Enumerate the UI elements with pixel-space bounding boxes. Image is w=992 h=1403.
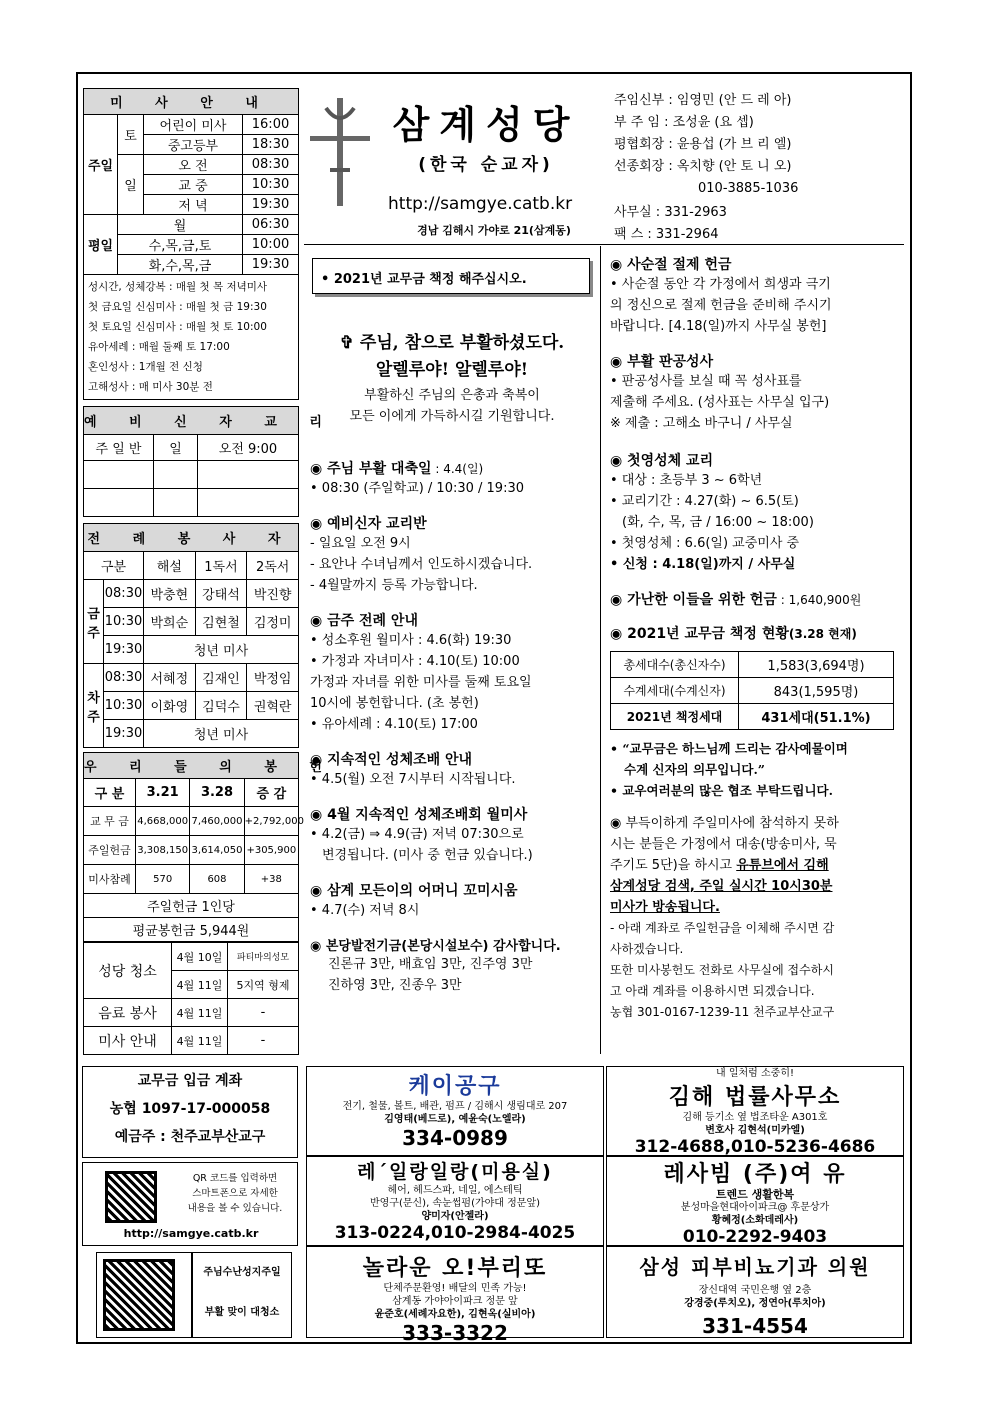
- mass-name: 화,수,목,금: [118, 255, 243, 275]
- ad-line: 강경중(루치오), 정연아(루치아): [684, 1298, 826, 1309]
- liturgy-cell: 이화영: [144, 692, 196, 720]
- youth-mass: 청년 미사: [144, 720, 299, 748]
- section-title: ◉ 삼계 모든이의 어머니 꼬미시움: [310, 883, 518, 899]
- liturgy-time: 19:30: [104, 720, 144, 748]
- ad-line: 단체주문환영! 배달의 민족 가능!: [383, 1283, 527, 1294]
- liturgy-cell: 박충현: [144, 580, 196, 608]
- ad-phone: 312-4688,010-5236-4686: [634, 1137, 876, 1157]
- offering-title: 우 리 들 의 봉 헌: [84, 753, 299, 779]
- liturgy-cell: 김정미: [247, 608, 299, 636]
- liturgy-title: 전 례 봉 사 자: [84, 524, 299, 552]
- offering-name: 미사참례: [84, 865, 136, 894]
- mass-note: 성시간, 성체강복 : 매월 첫 목 저녁미사: [88, 281, 268, 293]
- liturgy-cell: 김덕수: [195, 692, 247, 720]
- ad-phone: 010-2292-9403: [682, 1227, 828, 1247]
- ad-title: 놀라운 오!부리또: [362, 1256, 548, 1281]
- easter-line: 부활하신 주님의 은총과 축복이: [364, 388, 540, 403]
- mass-name: 오 전: [144, 155, 243, 175]
- section-title: ◉ 첫영성체 교리: [610, 453, 714, 469]
- liturgy-time: 10:30: [104, 608, 144, 636]
- liturgy-cell: 서혜정: [144, 664, 196, 692]
- offering-header: 구 분: [84, 779, 136, 807]
- mass-time: 18:30: [243, 135, 299, 155]
- mass-time: 08:30: [243, 155, 299, 175]
- mass-time: 19:30: [243, 255, 299, 275]
- notice-line: ◉ 부득이하게 주일미사에 참석하지 못하: [610, 816, 839, 831]
- easter-greeting: [310, 328, 594, 424]
- easter-line: 모든 이에게 가득하시길 기원합니다.: [349, 409, 555, 424]
- notice-line: 미사가 방송됩니다.: [610, 900, 720, 915]
- cross-sword-icon: [306, 98, 374, 208]
- ad-title: 레사빔 (주)여 유: [663, 1162, 847, 1187]
- liturgy-time: 08:30: [104, 580, 144, 608]
- duty-table: [83, 942, 299, 1055]
- ad-hanbok: [606, 1156, 904, 1246]
- qr-line: 내용을 볼 수 있습니다.: [187, 1203, 283, 1214]
- ad-line: 김해 등기소 옆 법조타운 A301호: [682, 1112, 828, 1123]
- duty-who: -: [228, 1027, 299, 1055]
- mass-time: 06:30: [243, 215, 299, 235]
- staff-line: 선종회장 : 옥치향 (안 토 니 오): [614, 159, 792, 174]
- bank-title: 교무금 입금 계좌: [137, 1073, 243, 1089]
- section-heading: ◉ 주님 부활 대축일: [310, 461, 432, 477]
- mass-note: 혼인성사 : 1개월 전 신청: [88, 361, 203, 373]
- duty-who: 5지역 형제: [228, 971, 299, 999]
- ad-title: 레´일랑일랑(미용실): [357, 1161, 553, 1183]
- notice-line: 또한 미사봉헌도 전화로 사무실에 접수하시: [610, 963, 834, 977]
- section-line: • 첫영성체 : 6.6(일) 교중미사 중: [610, 536, 800, 551]
- qr2-line: 주님수난성지주일: [203, 1267, 281, 1278]
- header: [306, 88, 602, 240]
- section-line: - 일요일 오전 9시: [310, 536, 411, 551]
- mass-schedule-table: [83, 88, 299, 275]
- liturgy-cell: 박희순: [144, 608, 196, 636]
- section-line: • 08:30 (주일학교) / 10:30 / 19:30: [310, 481, 524, 496]
- bank-account: 농협 1097-17-000058: [109, 1101, 271, 1117]
- church-url[interactable]: http://samgye.catb.kr: [388, 194, 573, 214]
- mass-name: 교 중: [144, 175, 243, 195]
- liturgy-header: 구분: [84, 552, 144, 580]
- mass-notes: [83, 275, 299, 400]
- notice-line: 고 아래 계좌를 이용하시면 되겠습니다.: [610, 984, 815, 998]
- duty-who: -: [228, 999, 299, 1027]
- ad-line: 윤준호(세례자요한), 김현옥(실비아): [374, 1309, 536, 1320]
- duty-date: 4월 10일: [172, 943, 228, 971]
- ad-law-office: [606, 1066, 904, 1156]
- offering-value: +38: [244, 865, 298, 894]
- tithe-value: 843(1,595명): [739, 678, 894, 704]
- duty-date: 4월 11일: [172, 1027, 228, 1055]
- ad-line: 변호사 김현석(미카엘): [705, 1125, 805, 1136]
- ad-title: 삼성 피부비뇨기과 의원: [639, 1255, 871, 1279]
- guide-label: 미사 안내: [84, 1027, 172, 1055]
- section-heading: ◉ 2021년 교무금 책정 현황: [610, 626, 789, 642]
- ad-line: 김영태(베드로), 예윤숙(노엘라): [384, 1114, 526, 1125]
- middle-sections: [310, 448, 598, 996]
- youtube-notice: [610, 813, 902, 1023]
- poor-offering-value: : 1,640,900원: [776, 593, 862, 607]
- section-line: • 판공성사를 보실 때 꼭 성사표를: [610, 374, 802, 389]
- sunday-label: 주일: [84, 115, 118, 215]
- mass-time: 10:00: [243, 235, 299, 255]
- mass-time: 10:30: [243, 175, 299, 195]
- duty-date: 4월 11일: [172, 971, 228, 999]
- catechumen-title: 예 비 신 자 교 리: [84, 407, 299, 435]
- section-line: • 4.2(금) ⇒ 4.9(금) 저녁 07:30으로: [310, 827, 524, 842]
- notice-line: 시는 분들은 가정에서 대송(방송미사, 묵: [610, 837, 837, 852]
- section-date: : 4.4(일): [431, 462, 484, 476]
- qr-caption: [179, 1171, 291, 1216]
- mass-time: 19:30: [243, 195, 299, 215]
- staff-line: 부 주 임 : 조성윤 (요 셉): [614, 115, 754, 130]
- tithe-value: 1,583(3,694명): [739, 652, 894, 678]
- mass-time: 16:00: [243, 115, 299, 135]
- fax-number: 팩 스 : 331-2964: [614, 227, 719, 242]
- offering-value: 4,668,000: [136, 807, 190, 836]
- tithe-table: [610, 651, 894, 730]
- liturgy-cell: 박정임: [247, 664, 299, 692]
- section-line: • 대상 : 초등부 3 ~ 6학년: [610, 473, 763, 488]
- notice-line: 삼계성당 검색, 주일 실시간 10시30분: [610, 879, 833, 894]
- section-line: 가정과 자녀를 위한 미사를 둘째 토요일: [310, 675, 532, 690]
- quote-line: 수계 신자의 의무입니다.”: [624, 762, 765, 777]
- church-subtitle: (한국 순교자): [418, 155, 554, 175]
- qr-line: 스마트폰으로 자세한: [192, 1188, 278, 1199]
- offering-value: +2,792,000: [244, 807, 298, 836]
- youth-mass: 청년 미사: [144, 636, 299, 664]
- section-line: • 교리기간 : 4.27(화) ~ 6.5(토): [610, 494, 799, 509]
- ad-burrito: [306, 1246, 604, 1345]
- section-line: • 4.7(수) 저녁 8시: [310, 903, 420, 918]
- ad-kei-tools: [306, 1066, 604, 1156]
- bank-holder: 예금주 : 천주교부산교구: [114, 1129, 266, 1145]
- section-line: • 유아세례 : 4.10(토) 17:00: [310, 717, 478, 732]
- tithe-quote: [610, 738, 902, 801]
- section-line: - 4월말까지 등록 가능합니다.: [310, 578, 478, 593]
- church-title: 삼계성당: [392, 103, 580, 147]
- catechumen-time: 오전 9:00: [198, 435, 299, 461]
- offering-value: 570: [136, 865, 190, 894]
- staff-line: 평협회장 : 윤용섭 (가 브 리 엘): [614, 137, 792, 152]
- catechumen-table: [83, 406, 336, 517]
- ad-clinic: [606, 1246, 904, 1338]
- section-line: 진하영 3만, 진종우 3만: [328, 978, 462, 993]
- quote-line: • 교우여러분의 많은 협조 부탁드립니다.: [610, 783, 833, 798]
- mass-name: 저 녁: [144, 195, 243, 215]
- church-address: 경남 김해시 가야로 21(삼계동): [417, 224, 571, 237]
- section-title: [310, 458, 598, 478]
- section-line: • 성소후원 월미사 : 4.6(화) 19:30: [310, 633, 512, 648]
- catechumen-class: 주 일 반: [84, 435, 154, 461]
- section-line: 변경됩니다. (미사 중 헌금 있습니다.): [322, 848, 533, 863]
- qr2-line: 부활 맞이 대청소: [204, 1307, 280, 1318]
- tithe-key: 총세대수(총신자수): [611, 652, 739, 678]
- ad-title: 김해 법률사무소: [668, 1085, 842, 1110]
- ad-phone: 313-0224,010-2984-4025: [334, 1223, 576, 1243]
- section-title: ◉ 부활 판공성사: [610, 354, 714, 370]
- liturgy-table: [83, 523, 299, 748]
- notice-line: 주기도 5단)을 하시고: [610, 858, 737, 873]
- qr-code-icon[interactable]: [103, 1259, 175, 1331]
- easter-line: ✞ 주님, 참으로 부활하셨도다.: [339, 333, 565, 353]
- qr2-box: [96, 1252, 192, 1338]
- section-line: 제출해 주세요. (성사표는 사무실 입구): [610, 395, 830, 410]
- section-line: 바랍니다. [4.18(일)까지 사무실 봉헌]: [610, 319, 827, 334]
- this-week-label: 금주: [84, 580, 104, 664]
- section-line: 진론규 3만, 배효임 3만, 진주영 3만: [328, 957, 533, 972]
- offering-value: 7,460,000: [190, 807, 244, 836]
- mass-note: 유아세례 : 매월 둘째 토 17:00: [88, 341, 230, 353]
- tithe-key: 2021년 책정세대: [611, 704, 739, 730]
- next-week-label: 차주: [84, 664, 104, 748]
- ad-line: 반영구(문신), 속눈썹펌(가야대 정문앞): [369, 1198, 541, 1209]
- liturgy-header: 1독서: [195, 552, 247, 580]
- ad-phone: 333-3322: [402, 1321, 508, 1345]
- ad-line: 분성마을현대아이파크@ 후문상가: [680, 1202, 830, 1213]
- bank-account-line: 농협 301-0167-1239-11 천주교부산교구: [610, 1005, 835, 1019]
- bank-box: [82, 1066, 298, 1158]
- ad-line: 헤어, 헤드스파, 네일, 에스테틱: [387, 1185, 523, 1196]
- staff-info: [614, 90, 904, 246]
- cleaning-label: 성당 청소: [84, 943, 172, 999]
- liturgy-cell: 권혁란: [247, 692, 299, 720]
- liturgy-time: 08:30: [104, 664, 144, 692]
- offering-name: 교 무 금: [84, 807, 136, 836]
- staff-phone: 010-3885-1036: [698, 181, 799, 196]
- section-line: - 요안나 수녀님께서 인도하시겠습니다.: [310, 557, 533, 572]
- offering-value: 3,614,050: [190, 836, 244, 865]
- mass-name: 수,목,금,토: [118, 235, 243, 255]
- offering-header: 증 감: [244, 779, 298, 807]
- ad-line: 삼계동 가야아이파크 정문 앞: [392, 1296, 518, 1307]
- section-title: ◉ 본당발전기금(본당시설보수) 감사합니다.: [310, 939, 561, 954]
- ad-hair-salon: [306, 1156, 604, 1246]
- qr2-caption: [192, 1252, 292, 1338]
- section-line: • 신청 : 4.18(일)까지 / 사무실: [610, 557, 796, 572]
- section-line: • 사순절 동안 각 가정에서 희생과 극기: [610, 277, 831, 292]
- mass-name: 어린이 미사: [144, 115, 243, 135]
- quote-line: • “교무금은 하느님께 드리는 감사예물이며: [610, 741, 848, 756]
- section-line: (화, 수, 목, 금 / 16:00 ~ 18:00): [622, 515, 814, 530]
- liturgy-header: 2독서: [247, 552, 299, 580]
- liturgy-header: 해설: [144, 552, 196, 580]
- mass-note: 첫 금요일 신심미사 : 매월 첫 금 19:30: [88, 301, 267, 313]
- offering-value: 3,308,150: [136, 836, 190, 865]
- mass-name: 월: [118, 215, 243, 235]
- sat-label: 토: [118, 115, 144, 155]
- ad-line: 양미자(안젤라): [421, 1211, 489, 1222]
- mass-title: 미 사 안 내: [84, 89, 299, 115]
- liturgy-cell: 박진향: [247, 580, 299, 608]
- ad-line: 전기, 철물, 볼트, 배관, 펌프 / 김해시 생림대로 207: [342, 1101, 568, 1112]
- duty-date: 4월 11일: [172, 999, 228, 1027]
- ad-phone: 334-0989: [402, 1126, 508, 1150]
- liturgy-cell: 김현철: [195, 608, 247, 636]
- ad-line: 장신대역 국민은행 옆 2층: [698, 1285, 812, 1296]
- ad-title: 케이공구: [408, 1074, 502, 1099]
- section-title: ◉ 지속적인 성체조배 안내: [310, 752, 473, 768]
- offering-avg-value: 평균봉헌금 5,944원: [84, 918, 299, 942]
- section-line: • 가정과 자녀미사 : 4.10(토) 10:00: [310, 654, 520, 669]
- tithe-value: 431세대(51.1%): [739, 704, 894, 730]
- liturgy-time: 19:30: [104, 636, 144, 664]
- staff-line: 주임신부 : 임영민 (안 드 레 아): [614, 93, 792, 108]
- section-line: • 4.5(월) 오전 7시부터 시작됩니다.: [310, 772, 516, 787]
- offering-value: 608: [190, 865, 244, 894]
- section-heading: ◉ 가난한 이들을 위한 헌금: [610, 592, 777, 608]
- left-column: [83, 88, 336, 1055]
- mass-name: 중고등부: [144, 135, 243, 155]
- offering-value: +305,900: [244, 836, 298, 865]
- section-date: (3.28 현재): [788, 627, 857, 641]
- mass-note: 첫 토요일 신심미사 : 매월 첫 토 10:00: [88, 321, 267, 333]
- offering-header: 3.21: [136, 779, 190, 807]
- offering-header: 3.28: [190, 779, 244, 807]
- section-title: ◉ 사순절 절제 헌금: [610, 257, 732, 273]
- liturgy-cell: 강태석: [195, 580, 247, 608]
- ad-phone: 331-4554: [702, 1314, 808, 1338]
- qr-line: QR 코드를 입력하면: [192, 1173, 278, 1184]
- offering-avg-label: 주일헌금 1인당: [84, 894, 299, 918]
- tithe-key: 수계세대(수계신자): [611, 678, 739, 704]
- easter-line: 알렐루야! 알렐루야!: [375, 360, 529, 380]
- ad-line: 트렌드 생활한복: [715, 1188, 795, 1201]
- offering-table: [83, 752, 336, 942]
- mass-note: 고해성사 : 매 미사 30분 전: [88, 381, 213, 393]
- sun-day-label: 일: [118, 155, 144, 215]
- weekday-label: 평일: [84, 215, 118, 275]
- notice-line: - 아래 계좌로 주일헌금을 이체해 주시면 감: [610, 921, 835, 935]
- right-sections: [610, 244, 902, 1023]
- qr-code-icon[interactable]: [105, 1171, 157, 1223]
- offering-name: 주일헌금: [84, 836, 136, 865]
- ad-line: 내 일처럼 소중히!: [716, 1068, 794, 1079]
- section-title: ◉ 4월 지속적인 성체조배회 월미사: [310, 807, 528, 823]
- qr-url[interactable]: http://samgye.catb.kr: [123, 1227, 259, 1240]
- section-line: 의 정신으로 절제 헌금을 준비해 주시기: [610, 298, 832, 313]
- column-divider: [600, 246, 601, 1054]
- liturgy-time: 10:30: [104, 692, 144, 720]
- duty-who: 파티마의성모: [228, 943, 299, 971]
- notice-line: 사하겠습니다.: [610, 942, 684, 956]
- ad-line: 황혜정(소화데레사): [711, 1215, 799, 1226]
- section-line: 10시에 봉헌합니다. (초 봉헌): [310, 696, 479, 711]
- qr-box: [82, 1162, 298, 1246]
- section-title: ◉ 금주 전례 안내: [310, 613, 418, 629]
- section-title: ◉ 예비신자 교리반: [310, 516, 427, 532]
- liturgy-cell: 김재인: [195, 664, 247, 692]
- catechumen-day: 일: [154, 435, 198, 461]
- drink-label: 음료 봉사: [84, 999, 172, 1027]
- notice-box: • 2021년 교무금 책정 해주십시오.: [312, 258, 590, 294]
- youtube-link[interactable]: 유튜브에서 김해: [736, 858, 829, 873]
- office-phone: 사무실 : 331-2963: [614, 205, 727, 220]
- section-line: ※ 제출 : 고해소 바구니 / 사무실: [610, 416, 793, 431]
